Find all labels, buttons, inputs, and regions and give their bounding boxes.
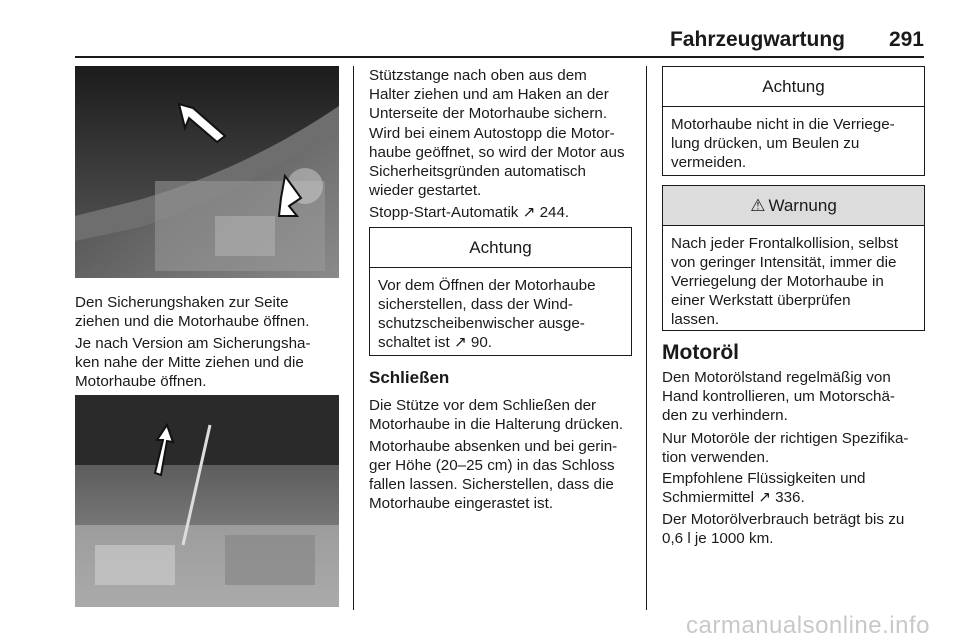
section-heading-schliessen: Schließen (369, 368, 450, 387)
closing-para-2: Motorhaube absenken und bei gerin- ger Höhe (20–25 cm) in das Schloss fallen lassen. Sicherstellen, dass die Motorhaube eingerastet ist. (369, 438, 618, 512)
oil-para-4: Der Motorölverbrauch beträgt bis zu 0,6 l je 1000 km. (662, 511, 905, 547)
autostop-para: Wird bei einem Autostopp die Motor- haube geöffnet, so wird der Motor aus Sicherheitsgründen automatisch wieder gestartet. (369, 125, 625, 199)
figure-hood-release (75, 66, 339, 278)
oil-para-1: Den Motorölstand regelmäßig von Hand kontrollieren, um Motorschä- den zu verhindern. (662, 369, 895, 424)
section-heading-motoroel: Motoröl (662, 341, 739, 364)
warning-title: ⚠ Warnung (663, 186, 924, 226)
instruction-para-1: Den Sicherungshaken zur Seite ziehen und die Motorhaube öffnen. (75, 294, 310, 330)
warning-triangle-icon: ⚠ (750, 195, 766, 215)
figure-hood-open (75, 395, 339, 607)
oil-para-2: Nur Motoröle der richtigen Spezifika- tion verwenden. (662, 430, 909, 466)
closing-para-1: Die Stütze vor dem Schließen der Motorhaube in die Halterung drücken. (369, 397, 624, 433)
stop-start-reference: Stopp-Start-Automatik ↗ 244. (369, 204, 570, 221)
instruction-para-3: Stützstange nach oben aus dem Halter ziehen und am Haken an der Unterseite der Motorhaube sichern. (369, 67, 609, 122)
hood-release-illustration (75, 66, 339, 278)
caution-box-wiper (369, 227, 632, 356)
caution-title: Achtung (370, 228, 631, 268)
column-divider-2 (646, 66, 647, 610)
header-rule (75, 56, 924, 58)
page-number: 291 (888, 28, 924, 51)
caution-text: Motorhaube nicht in die Verriege- lung drücken, um Beulen zu vermeiden. (671, 116, 895, 171)
hood-open-illustration (75, 395, 339, 607)
warning-text: Nach jeder Frontalkollision, selbst von geringer Intensität, immer die Verriegelung der Motorhaube in einer Werkstatt überprüfen lassen. (671, 235, 899, 328)
watermark: carmanualsonline.info (686, 612, 930, 639)
caution-text: Vor dem Öffnen der Motorhaube sicherstellen, dass der Wind- schutzscheibenwischer ausge- schaltet ist ↗ 90. (378, 277, 596, 351)
oil-para-3: Empfohlene Flüssigkeiten und Schmiermittel ↗ 336. (662, 470, 866, 506)
page-header-title: Fahrzeugwartung (669, 28, 845, 51)
caution-title: Achtung (663, 67, 924, 107)
caution-box-dents (662, 66, 925, 176)
warning-box (662, 185, 925, 331)
instruction-para-2: Je nach Version am Sicherungsha- ken nahe der Mitte ziehen und die Motorhaube öffnen. (75, 335, 311, 390)
column-divider-1 (353, 66, 354, 610)
